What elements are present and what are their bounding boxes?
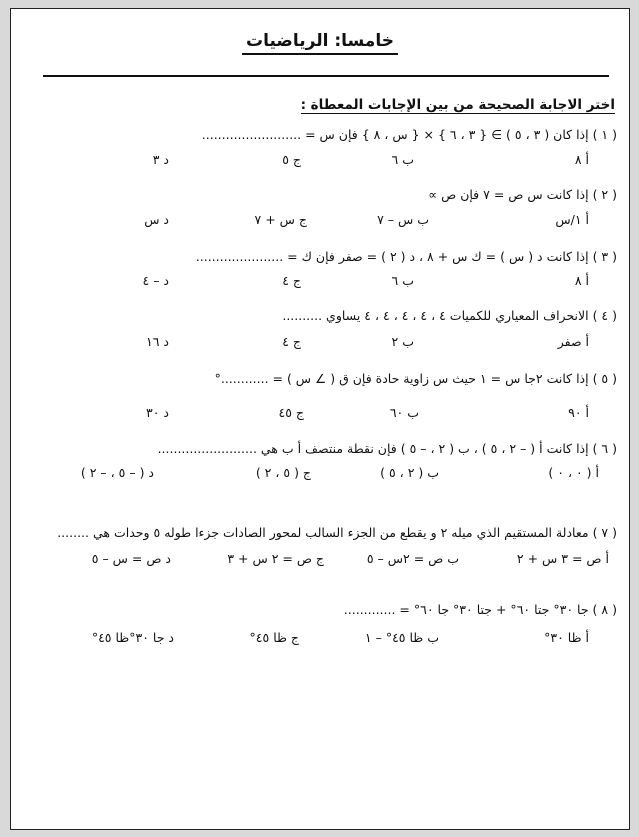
q6-option-d[interactable]: د ( – ٥ ، – ٢ ): [80, 465, 154, 480]
question-1-stem: ( ١ ) إذا كان ( ٣ ، ٥ ) ∋ { ٣ ، ٦ } × { س ، ٨ } فإن س = .........................: [201, 127, 617, 142]
q5-option-d[interactable]: د ٣٠: [146, 405, 169, 420]
section-title: خامسا: الرياضيات: [11, 31, 629, 51]
q4-option-c[interactable]: ج ٤: [282, 334, 301, 349]
q7-option-a[interactable]: أ ص = ٣ س + ٢: [516, 551, 609, 566]
question-3-stem: ( ٣ ) إذا كانت د ( س ) = ك س + ٨ ، د ( ٢ ) = صفر فإن ك = ......................: [195, 249, 617, 264]
q7-option-b[interactable]: ب ص = ٢س – ٥: [366, 551, 459, 566]
question-4-options: [11, 334, 629, 354]
q6-option-b[interactable]: ب ( ٢ ، ٥ ): [380, 465, 439, 480]
q3-option-b[interactable]: ب ٦: [391, 273, 414, 288]
question-5-stem: ( ٥ ) إذا كانت ٢جا س = ١ حيث س زاوية حادة فإن ق ( ∠ س ) = ............°: [214, 371, 617, 386]
q8-option-c[interactable]: ج ظا ٤٥°: [249, 630, 299, 645]
q4-option-b[interactable]: ب ٢: [391, 334, 414, 349]
q3-option-a[interactable]: أ ٨: [574, 273, 589, 288]
q5-option-c[interactable]: ج ٤٥: [278, 405, 304, 420]
q5-option-b[interactable]: ب ٦٠: [389, 405, 419, 420]
q6-option-c[interactable]: ج ( ٥ ، ٢ ): [255, 465, 311, 480]
q3-option-d[interactable]: د – ٤: [142, 273, 169, 288]
question-6-options: [11, 465, 629, 485]
q1-option-c[interactable]: ج ٥: [282, 152, 301, 167]
question-7-options: [11, 551, 629, 571]
q1-option-b[interactable]: ب ٦: [391, 152, 414, 167]
q8-option-a[interactable]: أ ظا ٣٠°: [544, 630, 589, 645]
question-4-stem: ( ٤ ) الانحراف المعياري للكميات ٤ ، ٤ ، ٤ ، ٤ ، ٤ يساوي ..........: [282, 308, 617, 323]
question-6-stem: ( ٦ ) إذا كانت أ ( – ٢ ، ٥ ) ، ب ( ٢ ، – ٥ ) فإن نقطة منتصف أ ب هي .........................: [157, 441, 617, 456]
instruction-text: اختر الاجابة الصحيحة من بين الإجابات المعطاة :: [300, 97, 615, 113]
q7-option-d[interactable]: د ص = س – ٥: [91, 551, 171, 566]
q2-option-b[interactable]: ب س – ٧: [377, 212, 429, 227]
question-5-options: [11, 405, 629, 425]
question-8-options: [11, 630, 629, 650]
question-1-options: [11, 152, 629, 172]
question-7-stem: ( ٧ ) معادلة المستقيم الذي ميله ٢ و يقطع من الجزء السالب لمحور الصادات جزءا طوله ٥ وحدات هي ........: [57, 525, 617, 540]
question-2-options: [11, 212, 629, 232]
q6-option-a[interactable]: أ ( ٠ ، ٠ ): [548, 465, 599, 480]
q2-option-d[interactable]: د س: [144, 212, 169, 227]
q8-option-b[interactable]: ب ظا ٤٥° – ١: [364, 630, 439, 645]
title-divider: [43, 75, 609, 77]
q4-option-d[interactable]: د ١٦: [146, 334, 169, 349]
q2-option-a[interactable]: أ ١/س: [555, 212, 589, 227]
q3-option-c[interactable]: ج ٤: [282, 273, 301, 288]
question-8-stem: ( ٨ ) جا ٣٠° جتا ٦٠° + جتا ٣٠° جا ٦٠° = .............: [343, 602, 617, 617]
q1-option-a[interactable]: أ ٨: [574, 152, 589, 167]
q2-option-c[interactable]: ج س + ٧: [254, 212, 307, 227]
q4-option-a[interactable]: أ صفر: [557, 334, 589, 349]
question-2-stem: ( ٢ ) إذا كانت س ص = ٧ فإن ص ∝: [428, 187, 617, 202]
q5-option-a[interactable]: أ ٩٠: [568, 405, 589, 420]
q7-option-c[interactable]: ج ص = ٢ س + ٣: [227, 551, 324, 566]
q8-option-d[interactable]: د جا ٣٠°ظا ٤٥°: [91, 630, 174, 645]
question-3-options: [11, 273, 629, 293]
q1-option-d[interactable]: د ٣: [152, 152, 169, 167]
worksheet-page: [10, 8, 630, 830]
